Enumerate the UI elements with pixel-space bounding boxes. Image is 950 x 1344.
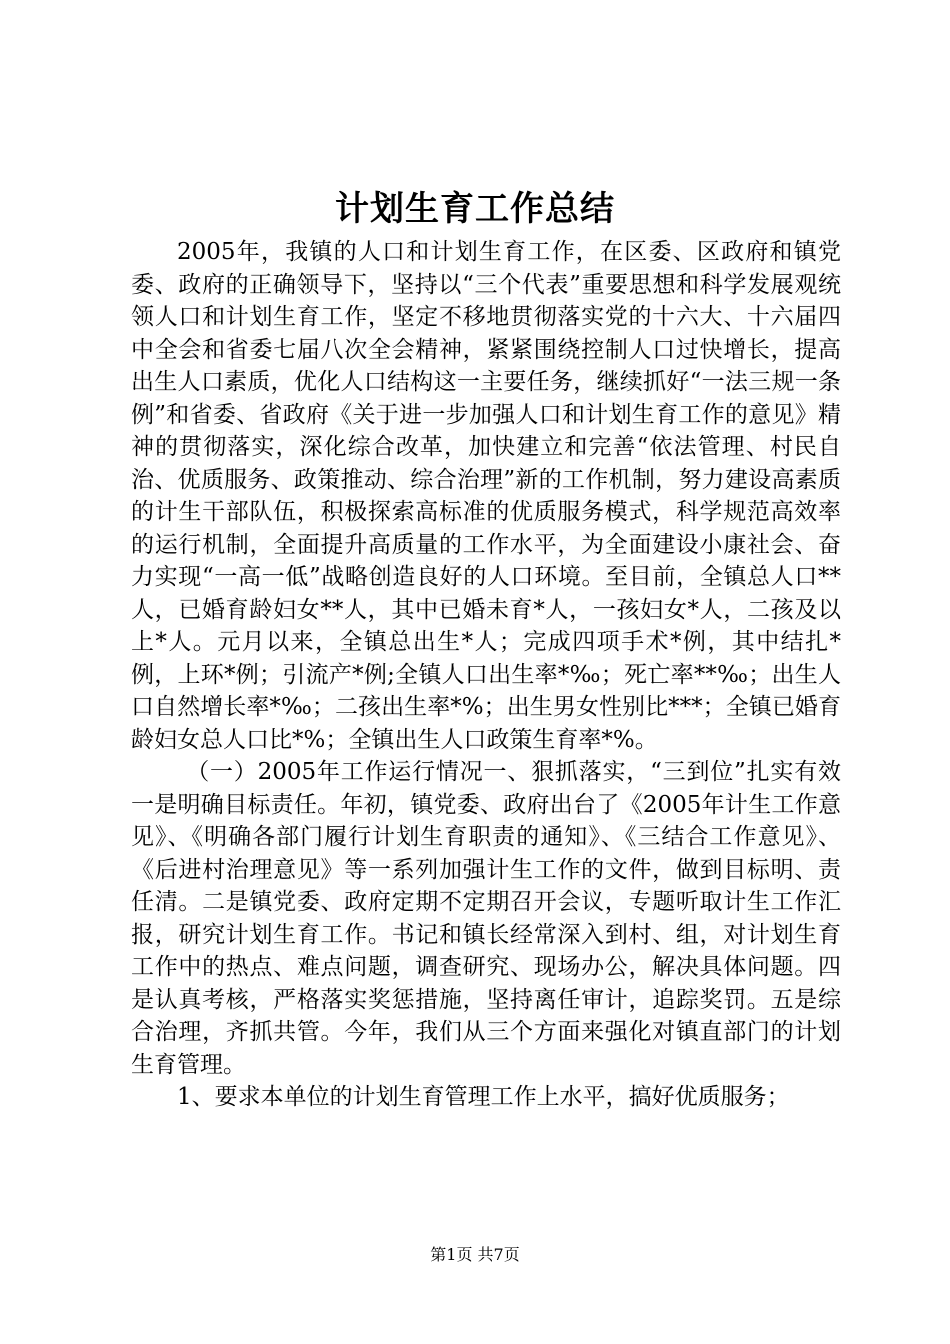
document-title: 计划生育工作总结 [335, 189, 615, 229]
paragraph-item-one: 1、要求本单位的计划生育管理工作上水平，搞好优质服务； [177, 1084, 790, 1110]
document-body [131, 236, 841, 1114]
page-number-footer: 第1页 共7页 [430, 1245, 520, 1264]
paragraph-section-one: （一）2005年工作运行情况一、狠抓落实，“三到位”扎实有效一是明确目标责任。年初，镇党委、政府出台了《2005年计生工作意见》、《明确各部门履行计划生育职责的通知》、《三结合工作意见》、《后进村治理意见》等一系列加强计生工作的文件，做到目标明、责任清。二是镇党委、政府定期不定期召开会议，专题听取计生工作汇报，研究计划生育工作。书记和镇长经常深入到村、组，对计划生育工作中的热点、难点问题，调查研究、现场办公，解决具体问题。四是认真考核，严格落实奖惩措施，坚持离任审计，追踪奖罚。五是综合治理，齐抓共管。今年，我们从三个方面来强化对镇直部门的计划生育管理。 [131, 759, 841, 1078]
paragraph-intro: 2005年，我镇的人口和计划生育工作，在区委、区政府和镇党委、政府的正确领导下，坚持以“三个代表”重要思想和科学发展观统领人口和计划生育工作，坚定不移地贯彻落实党的十六大、十六届四中全会和省委七届八次全会精神，紧紧围绕控制人口过快增长，提高出生人口素质，优化人口结构这一主要任务，继续抓好“一法三规一条例”和省委、省政府《关于进一步加强人口和计划生育工作的意见》精神的贯彻落实，深化综合改革，加快建立和完善“依法管理、村民自治、优质服务、政策推动、综合治理”新的工作机制，努力建设高素质的计生干部队伍，积极探索高标准的优质服务模式，科学规范高效率的运行机制，全面提升高质量的工作水平，为全面建设小康社会、奋力实现“一高一低”战略创造良好的人口环境。至目前，全镇总人口**人，已婚育龄妇女**人，其中已婚未育*人，一孩妇女*人，二孩及以上*人。元月以来，全镇总出生*人；完成四项手术*例，其中结扎*例，上环*例；引流产*例;全镇人口出生率*‰；死亡率**‰；出生人口自然增长率*‰；二孩出生率*%；出生男女性别比***；全镇已婚育龄妇女总人口比*%；全镇出生人口政策生育率*%。 [131, 239, 841, 753]
